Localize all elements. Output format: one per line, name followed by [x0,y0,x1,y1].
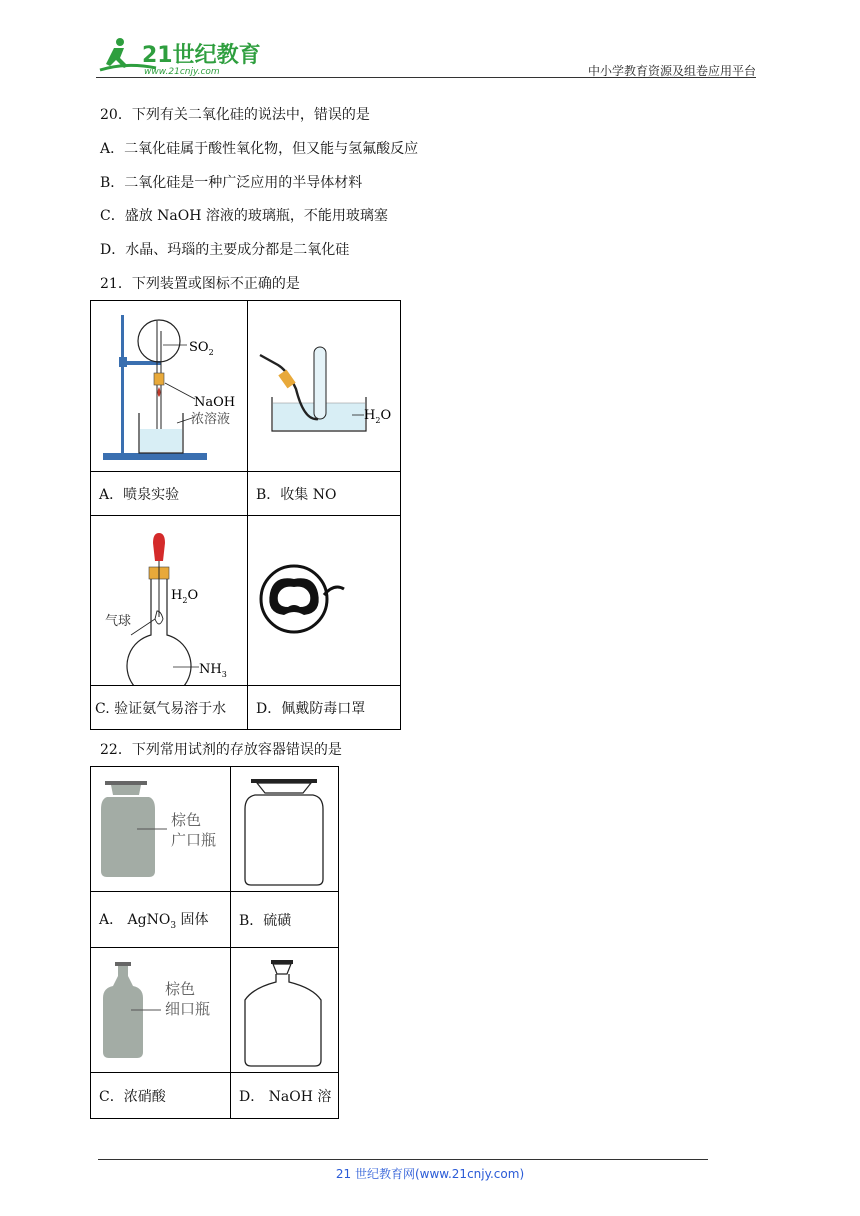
fig-a-gas-label: SO [189,340,209,355]
svg-text:H2O: $H_2O$ [171,587,199,605]
fig-22c-label-1: 棕色 [165,980,196,998]
q20-option-d: D．水晶、玛瑙的主要成分都是二氧化硅 [100,242,350,258]
gas-mask-icon [248,517,400,685]
header-platform-text: 中小学教育资源及组卷应用平台 [587,64,756,78]
fig-b-water-label: H [364,408,376,423]
q21-caption-b: B．收集 NO [248,472,401,516]
q21-caption-c: C. 验证氨气易溶于水 [91,686,248,730]
q21-cell-a-figure [91,301,248,472]
svg-text:NH3: $NH_3$ [199,661,227,679]
q20-option-a: A．二氧化硅属于酸性氧化物，但又能与氢氟酸反应 [100,141,419,157]
fig-c-balloon-label: 气球 [105,613,132,629]
q22-caption-c: C．浓硝酸 [91,1073,231,1119]
fig-a-reagent-label-2: 浓溶液 [191,412,231,427]
svg-text:H2O: $H_2O$ [364,408,392,425]
q22-cell-a-figure [91,767,231,892]
q21-caption-a: A．喷泉实验 [91,472,248,516]
logo-text: 21世纪教育 [142,43,261,68]
fountain-apparatus-figure [91,301,247,471]
q21-stem: 21．下列装置或图标不正确的是 [100,276,300,292]
q20-option-c: C．盛放 NaOH 溶液的玻璃瓶，不能用玻璃塞 [100,208,388,224]
clear-wide-mouth-bottle-figure [231,767,338,891]
brown-narrow-mouth-bottle-figure [91,948,230,1072]
q21-cell-c-figure [91,516,248,686]
clear-narrow-mouth-bottle-figure [231,948,338,1072]
footer-divider [98,1159,708,1160]
q22-caption-b: B．硫磺 [231,892,339,948]
q22-figure-table [90,766,339,1119]
brown-wide-mouth-bottle-figure [91,767,230,891]
q21-cell-d-figure [248,516,401,686]
q22-caption-a: A． AgNO$_3$ 固体 [91,892,231,948]
fig-c-gas-label: NH [199,661,222,677]
q21-cell-b-figure [248,301,401,472]
q22-cell-d-figure [231,948,339,1073]
site-logo [96,36,261,78]
q22-stem: 22．下列常用试剂的存放容器错误的是 [100,742,342,758]
q22-caption-d: D． NaOH 溶 [231,1073,339,1119]
logo-url: www.21cnjy.com [144,67,220,77]
fig-a-reagent-label: NaOH [194,395,236,410]
header-divider [96,77,756,78]
q22-cell-b-figure [231,767,339,892]
footer-site-link[interactable]: 21 世纪教育网(www.21cnjy.com) [335,1167,525,1181]
q20-option-b: B．二氧化硅是一种广泛应用的半导体材料 [100,175,363,191]
ammonia-flask-figure [91,517,247,685]
q20-stem: 20．下列有关二氧化硅的说法中，错误的是 [100,107,370,123]
fig-22c-label-2: 细口瓶 [165,1000,211,1018]
gas-collection-figure [248,301,400,471]
q21-figure-table [90,300,401,730]
q21-caption-d: D．佩戴防毒口罩 [248,686,401,730]
fig-c-water-label: H [171,587,183,603]
svg-text:SO2: $SO_2$ [189,340,214,357]
fig-22a-label-1: 棕色 [171,811,202,829]
fig-22a-label-2: 广口瓶 [171,831,217,849]
q22-cell-c-figure [91,948,231,1073]
